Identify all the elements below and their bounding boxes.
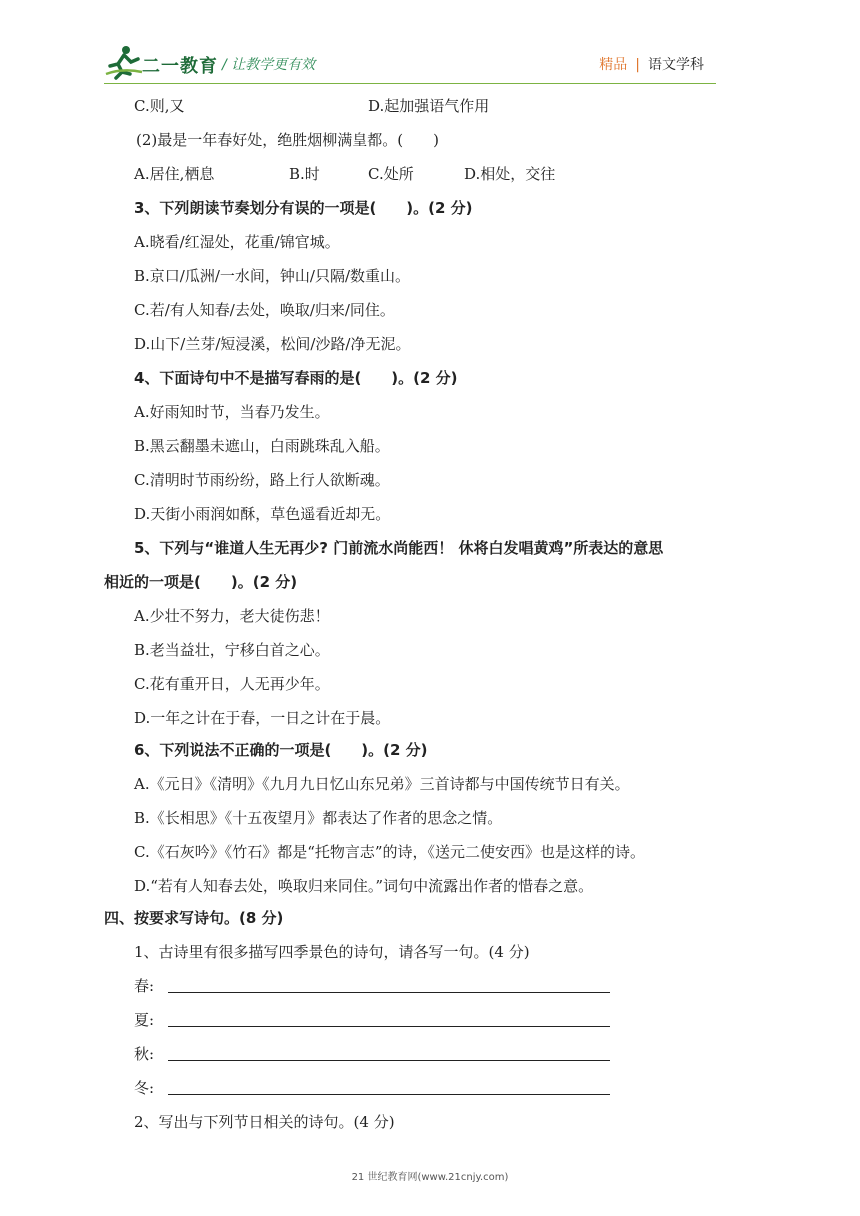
spring-answer-line[interactable] (168, 992, 610, 993)
option-c: C.处所 (368, 165, 414, 183)
section-4-item-2: 2、写出与下列节日相关的诗句。(4 分) (134, 1113, 395, 1131)
q4-option-b: B.黑云翻墨未遮山，白雨跳珠乱入船。 (134, 437, 390, 455)
summer-answer-line[interactable] (168, 1026, 610, 1027)
question-3: 3、下列朗读节奏划分有误的一项是( )。(2 分) (134, 199, 473, 217)
logo-text: 二一教育 (142, 56, 218, 77)
option-b: B.时 (289, 165, 320, 183)
question-5-line-2: 相近的一项是( )。(2 分) (104, 573, 298, 591)
autumn-answer-line[interactable] (168, 1060, 610, 1061)
header-separator: | (635, 57, 640, 73)
runner-icon (104, 44, 144, 80)
question-5-line-1: 5、下列与“谁道人生无再少? 门前流水尚能西！ 休将白发唱黄鸡”所表达的意思 (134, 539, 664, 557)
autumn-label: 秋: (134, 1045, 155, 1063)
option-d: D.相处，交往 (464, 165, 556, 183)
option-d: D.起加强语气作用 (368, 97, 490, 115)
q4-option-c: C.清明时节雨纷纷，路上行人欲断魂。 (134, 471, 390, 489)
logo (104, 44, 224, 84)
q6-option-b: B.《长相思》《十五夜望月》都表达了作者的思念之情。 (134, 809, 503, 827)
quality-label: 精品 (599, 57, 628, 73)
q3-option-d: D.山下/兰芽/短浸溪，松间/沙路/净无泥。 (134, 335, 411, 353)
page-footer: 21 世纪教育网(www.21cnjy.com) (351, 1172, 509, 1183)
q6-option-a: A.《元日》《清明》《九月九日忆山东兄弟》三首诗都与中国传统节日有关。 (134, 775, 630, 793)
winter-answer-line[interactable] (168, 1094, 610, 1095)
header-rule (104, 83, 716, 84)
q3-option-b: B.京口/瓜洲/一水间，钟山/只隔/数重山。 (134, 267, 411, 285)
q4-option-a: A.好雨知时节，当春乃发生。 (134, 403, 330, 421)
question-6: 6、下列说法不正确的一项是( )。(2 分) (134, 741, 428, 759)
header-right (599, 54, 704, 74)
q5-option-d: D.一年之计在于春，一日之计在于晨。 (134, 709, 391, 727)
sub-question-2: (2)最是一年春好处，绝胜烟柳满皇都。( ) (136, 131, 439, 149)
q6-option-c: C.《石灰吟》《竹石》都是“托物言志”的诗，《送元二使安西》也是这样的诗。 (134, 843, 646, 861)
option-a: A.居住,栖息 (134, 165, 215, 183)
spring-label: 春: (134, 977, 155, 995)
q6-option-d: D.“若有人知春去处，唤取归来同住。”词句中流露出作者的惜春之意。 (134, 877, 594, 895)
q3-option-c: C.若/有人知春/去处，唤取/归来/同住。 (134, 301, 395, 319)
q5-option-b: B.老当益壮，宁移白首之心。 (134, 641, 330, 659)
summer-label: 夏: (134, 1011, 155, 1029)
q4-option-d: D.天街小雨润如酥，草色遥看近却无。 (134, 505, 391, 523)
section-4-title: 四、按要求写诗句。(8 分) (104, 909, 284, 927)
q3-option-a: A.晓看/红湿处，花重/锦官城。 (134, 233, 340, 251)
winter-label: 冬: (134, 1079, 155, 1097)
section-4-item-1: 1、古诗里有很多描写四季景色的诗句，请各写一句。(4 分) (134, 943, 530, 961)
question-4: 4、下面诗句中不是描写春雨的是( )。(2 分) (134, 369, 458, 387)
slogan: / 让教学更有效 (222, 57, 316, 73)
q5-option-a: A.少壮不努力，老大徒伤悲！ (134, 607, 330, 625)
page-header (0, 0, 860, 90)
subject-label: 语文学科 (648, 57, 704, 73)
option-c: C.则,又 (134, 97, 185, 115)
q5-option-c: C.花有重开日，人无再少年。 (134, 675, 330, 693)
